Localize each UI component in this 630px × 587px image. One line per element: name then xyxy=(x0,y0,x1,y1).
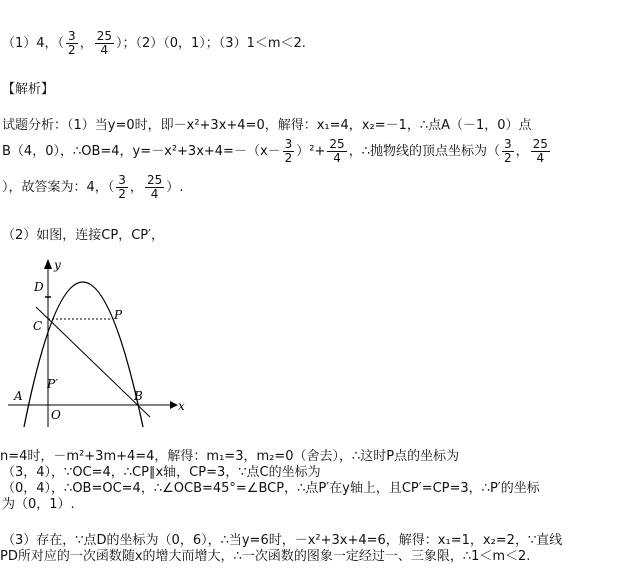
label-c: C xyxy=(33,319,43,333)
part2-line-1: n=4时，－m²+3m+4=4，解得：m₁=3，m₂=0（舍去），∴这时P点的坐标为 xyxy=(0,449,460,464)
line-cb xyxy=(36,307,150,417)
part2-intro: （2）如图，连接CP，CP′， xyxy=(2,228,165,243)
label-x: x xyxy=(178,399,185,413)
answer-line: （1）4，（ $\frac{3}{2}$ ， $\frac{25}{4}$ ）；（2）（0，1）；（3）1＜m＜2. xyxy=(2,29,306,57)
part3-line-2: PD所对应的一次函数随x的增大而增大，∴一次函数的图象一定经过一、三象限，∴1＜m＜2. xyxy=(0,549,531,564)
part2-line-3: （0，4），∴OB=OC=4，∴∠OCB=45°=∠BCP，∴点P′在y轴上，且CP′=CP=3，∴P′的坐标 xyxy=(2,481,540,496)
part3-line-1: （3）存在，∵点D的坐标为（0，6），∴当y=6时，－x²+3x+4=6，解得：x₁=1，x₂=2，∵直线 xyxy=(2,533,563,548)
label-y: y xyxy=(54,258,61,272)
analysis-line-3: ），故答案为：4，（ $\frac{3}{2}$ ， $\frac{25}{4}$ ）. xyxy=(2,173,184,201)
fraction: $\frac{25}{4}$ xyxy=(532,137,548,165)
section-title: 【解析】 xyxy=(2,82,55,97)
label-a: A xyxy=(14,389,23,403)
label-o: O xyxy=(51,408,61,422)
x-axis-arrow xyxy=(170,401,178,409)
fraction: $\frac{3}{2}$ xyxy=(118,173,126,201)
label-p: P xyxy=(114,308,123,322)
fraction: $\frac{25}{4}$ xyxy=(146,173,163,201)
analysis-line-1: 试题分析：（1）当y=0时，即－x²+3x+4=0，解得：x₁=4，x₂=－1，∴点A（－1，0）点 xyxy=(2,118,532,133)
fraction: $\frac{25}{4}$ xyxy=(329,137,345,165)
analysis-line-2: B（4，0），∴OB=4，y=－x²+3x+4=－（x－ $\frac{3}{2}$ ）²+ $\frac{25}{4}$ ，∴抛物线的顶点坐标为（ $\frac{3}{2}$ ， $\frac{25}{4}$ xyxy=(2,137,548,165)
label-d: D xyxy=(34,280,44,294)
answer-fraction-2: $\frac{25}{4}$ xyxy=(96,29,112,57)
label-b: B xyxy=(134,389,143,403)
answer-fraction-1: $\frac{3}{2}$ xyxy=(68,29,76,57)
answer-part1: （1）4，（ xyxy=(2,36,65,51)
parabola-figure xyxy=(0,255,200,430)
fraction: $\frac{3}{2}$ xyxy=(284,137,293,165)
label-p-prime: P′ xyxy=(47,377,58,391)
fraction: $\frac{3}{2}$ xyxy=(503,137,512,165)
part2-line-4: 为（0，1）. xyxy=(2,497,75,512)
y-axis-arrow xyxy=(44,259,52,269)
answer-part2: ）；（2）（0，1）；（3）1＜m＜2. xyxy=(115,36,306,51)
part2-line-2: （3，4），∵OC=4，∴CP∥x轴，CP=3，∵点C的坐标为 xyxy=(2,465,321,480)
